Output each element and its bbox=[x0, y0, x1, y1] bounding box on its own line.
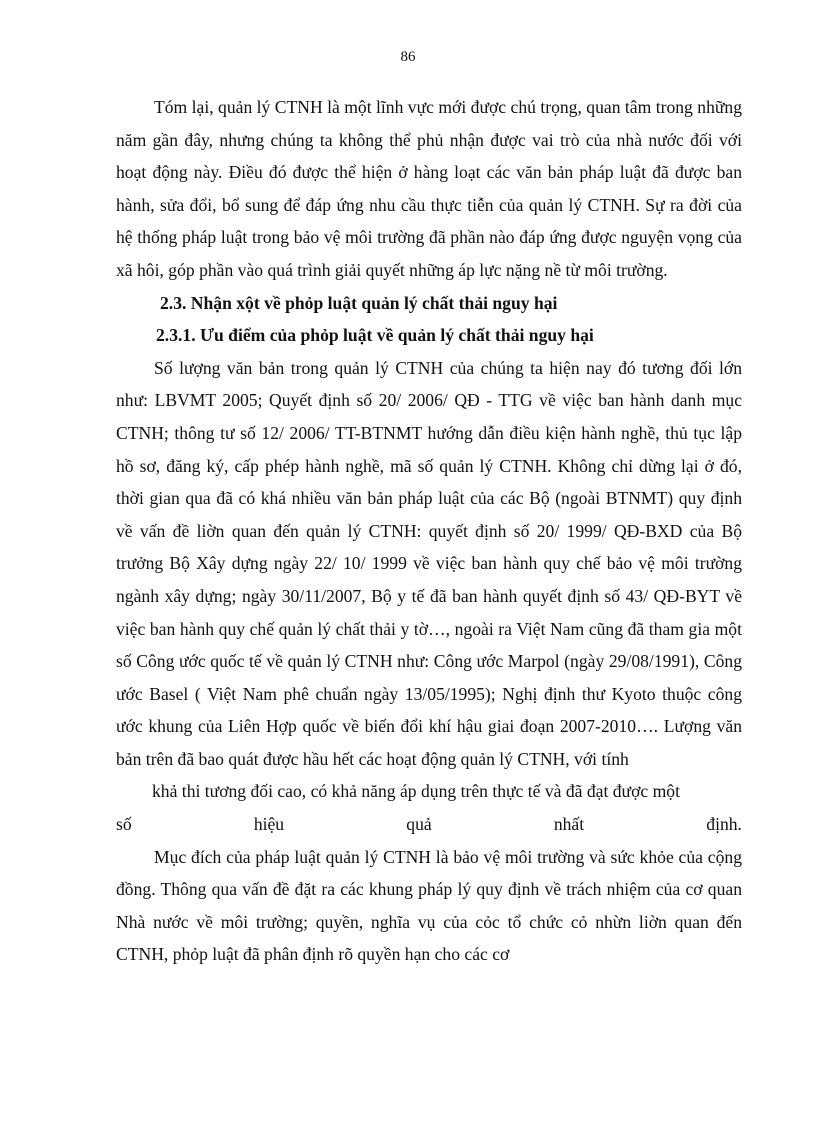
spread-word: nhất bbox=[553, 814, 585, 835]
section-heading-2-3: 2.3. Nhận xột về phỏp luật quản lý chất thải nguy hại bbox=[160, 292, 558, 313]
paragraph-legal-documents-continuation: khả thi tương đối cao, có khả năng áp dụng trên thực tế và đã đạt được một bbox=[152, 781, 680, 802]
spread-word: số bbox=[116, 814, 132, 835]
spread-word: quả bbox=[406, 814, 432, 835]
subsection-heading-2-3-1: 2.3.1. Ưu điểm của phỏp luật về quản lý chất thải nguy hại bbox=[156, 325, 594, 346]
paragraph-legal-documents: Số lượng văn bản trong quản lý CTNH của chúng ta hiện nay đó tương đối lớn như: LBVMT 2005; Quyết định số 20/ 2006/ QĐ - TTG về việc ban hành danh mục CTNH; thông tư số 12/ 2006/ TT-BTNMT hướng dẫn điều kiện hành nghề, thủ tục lập hồ sơ, đăng ký, cấp phép hành nghề, mã số quản lý CTNH. Không chỉ dừng lại ở đó, thời gian qua đã có khá nhiều văn bản pháp luật của các Bộ (ngoài BTNMT) quy định về vấn đề liờn quan đến quản lý CTNH: quyết định số 20/ 1999/ QĐ-BXD của Bộ trưởng Bộ Xây dựng ngày 22/ 10/ 1999 về việc ban hành quy chế bảo vệ môi trường ngành xây dựng; ngày 30/11/2007, Bộ y tế đã ban hành quyết định số 43/ QĐ-BYT về việc ban hành quy chế quản lý chất thải y tờ…, ngoài ra Việt Nam cũng đã tham gia một số Công ước quốc tế về quản lý CTNH như: Công ước Marpol (ngày 29/08/1991), Công ước Basel ( Việt Nam phê chuẩn ngày 13/05/1995); Nghị định thư Kyoto thuộc công ước khung của Liên Hợp quốc về biến đổi khí hậu giai đoạn 2007-2010…. Lượng văn bản trên đã bao quát được hầu hết các hoạt động quản lý CTNH, với tính bbox=[116, 357, 742, 769]
paragraph-legal-documents-spread-line bbox=[116, 808, 742, 841]
spread-word: hiệu bbox=[253, 814, 285, 835]
spread-word: định. bbox=[706, 814, 742, 835]
paragraph-purpose: Mục đích của pháp luật quản lý CTNH là bảo vệ môi trường và sức khỏe của cộng đồng. Thông qua vấn đề đặt ra các khung pháp lý quy định về trách nhiệm của cơ quan Nhà nước về môi trường; quyền, nghĩa vụ của cỏc tổ chức cỏ nhừn liờn quan đến CTNH, phỏp luật đã phân định rõ quyền hạn cho các cơ bbox=[116, 846, 742, 965]
page-number: 86 bbox=[400, 49, 416, 65]
page-body bbox=[116, 91, 742, 971]
paragraph-summary: Tóm lại, quản lý CTNH là một lĩnh vực mới được chú trọng, quan tâm trong những năm gần đây, nhưng chúng ta không thể phủ nhận được vai trò của nhà nước đối với hoạt động này. Điều đó được thể hiện ở hàng loạt các văn bản pháp luật đã được ban hành, sửa đổi, bổ sung để đáp ứng nhu cầu thực tiễn của quản lý CTNH. Sự ra đời của hệ thống pháp luật trong bảo vệ môi trường đã phần nào đáp ứng được nguyện vọng của xã hôi, góp phần vào quá trình giải quyết những áp lực nặng nề từ môi trường. bbox=[116, 97, 742, 280]
